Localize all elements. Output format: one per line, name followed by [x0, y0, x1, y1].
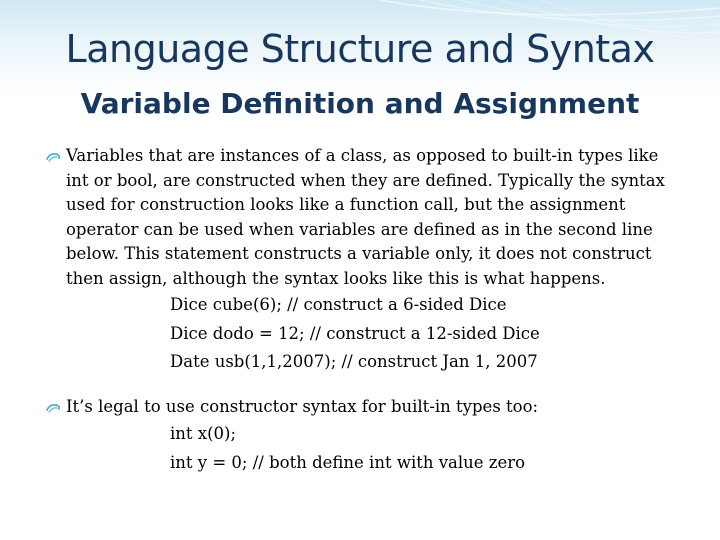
code-line: int x(0);: [170, 424, 237, 443]
bullet-swirl-icon: [44, 144, 66, 168]
bullet-swirl-icon: [44, 395, 66, 419]
slide-title: Language Structure and Syntax: [65, 27, 655, 71]
code-line: Dice cube(6); // construct a 6-sided Dice: [170, 295, 507, 314]
bullet-item: [44, 144, 684, 377]
bullet-text: Variables that are instances of a class, as opposed to built-in types like int or bool, are constructed when they are defined. Typically the syntax used for construction looks like a function call, but the assignment operator can be used when variables are defined as in the second line below. This statement constructs a variable only, it does not construct then assign, although the syntax looks like this is what happens.: [66, 146, 665, 288]
code-line: int y = 0; // both define int with value zero: [170, 453, 526, 472]
slide-content: [44, 144, 684, 477]
bullet-item: [44, 395, 684, 478]
code-line: Dice dodo = 12; // construct a 12-sided Dice: [170, 323, 540, 343]
bullet-text: It’s legal to use constructor syntax for built-in types too:: [66, 396, 539, 416]
slide-subtitle: Variable Definition and Assignment: [80, 87, 640, 120]
code-line: Date usb(1,1,2007); // construct Jan 1, 2007: [170, 352, 538, 371]
